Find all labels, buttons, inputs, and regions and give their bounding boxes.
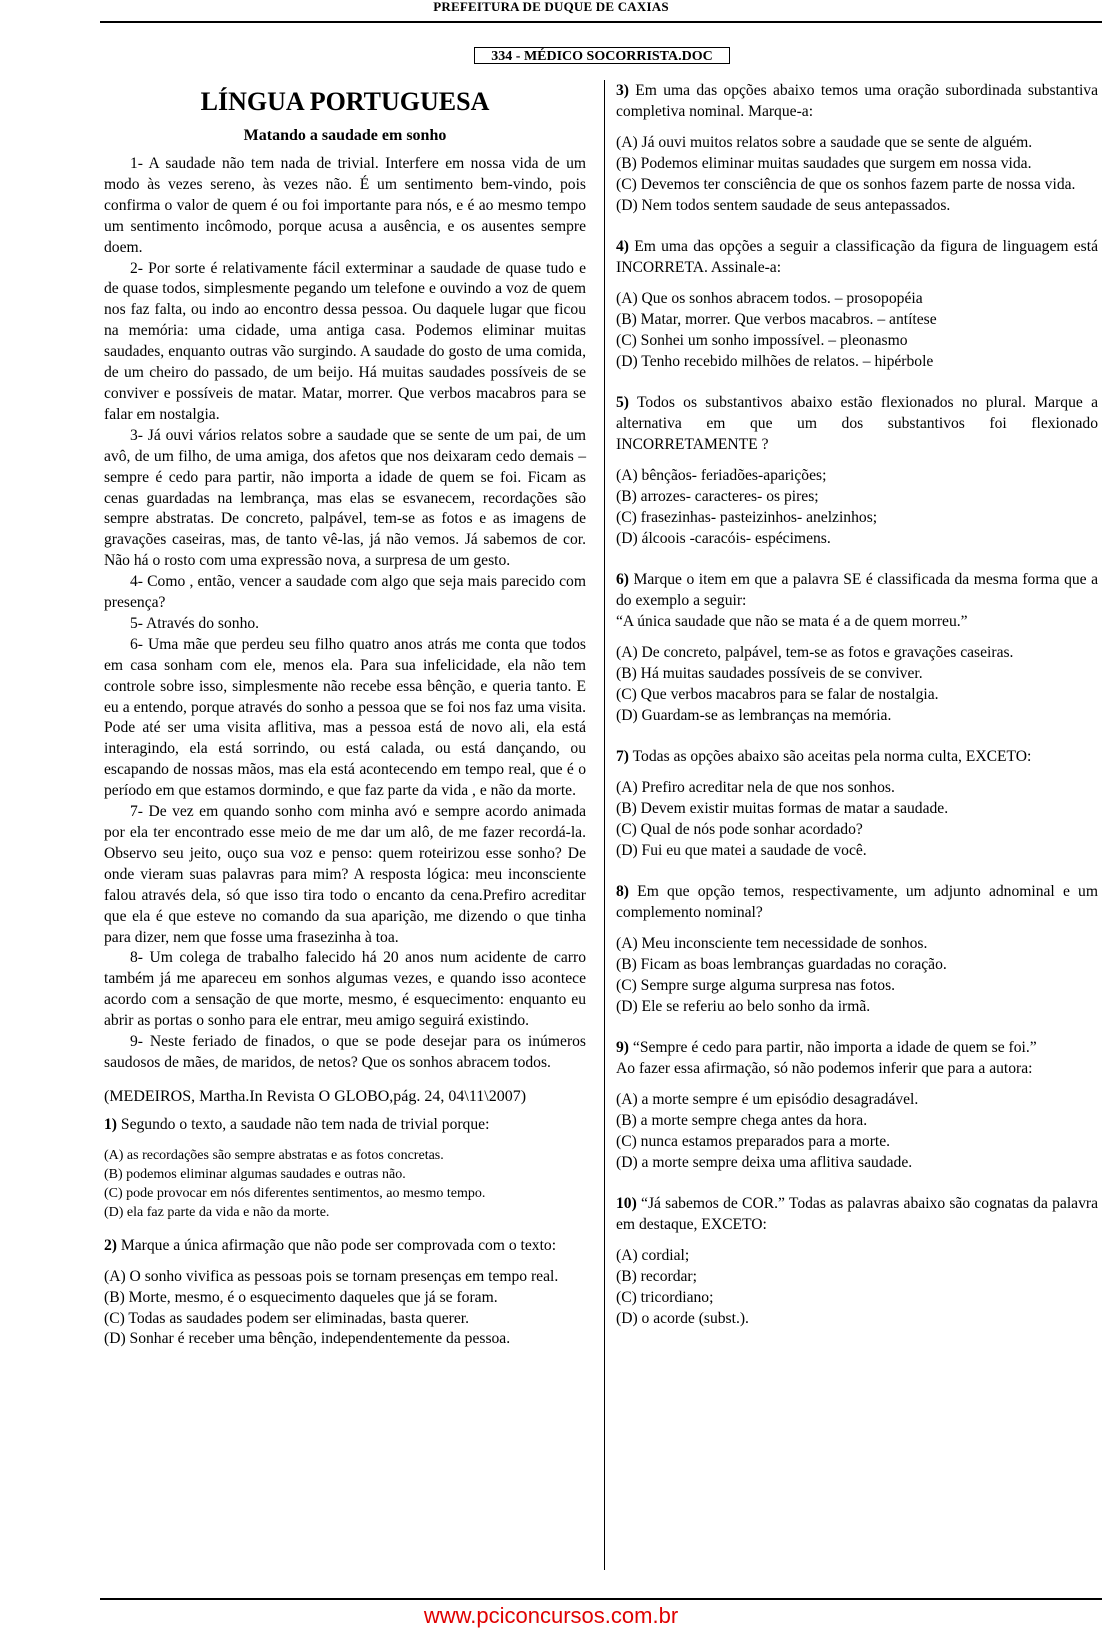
- option-a: (A) cordial;: [616, 1247, 690, 1264]
- option-list: [616, 642, 1098, 726]
- question-text: Segundo o texto, a saudade não tem nada de trivial porque:: [117, 1115, 490, 1133]
- question-number: 1): [104, 1115, 117, 1133]
- option-c: (C) nunca estamos preparados para a morte.: [616, 1133, 891, 1150]
- option-a: (A) Prefiro acreditar nela de que nos sonhos.: [616, 779, 895, 796]
- option-b: (B) podemos eliminar algumas saudades e outras não.: [104, 1166, 406, 1182]
- question-number: 8): [616, 883, 629, 900]
- question-number: 5): [616, 394, 629, 411]
- footer-url-link[interactable]: www.pciconcursos.com.br: [423, 1603, 679, 1628]
- option-a: (A) O sonho vivifica as pessoas pois se tornam presenças em tempo real.: [104, 1267, 559, 1285]
- option-c: (C) Todas as saudades podem ser eliminadas, basta querer.: [104, 1309, 469, 1327]
- story-title: Matando a saudade em sonho: [243, 127, 447, 144]
- option-d: (D) Ele se referiu ao belo sonho da irmã.: [616, 998, 871, 1015]
- question-9: [616, 1037, 1098, 1173]
- option-b: (B) a morte sempre chega antes da hora.: [616, 1112, 868, 1129]
- right-column: [616, 80, 1098, 1349]
- option-list: [104, 1146, 586, 1222]
- option-d: (D) Sonhar é receber uma bênção, independentemente da pessoa.: [104, 1330, 511, 1348]
- question-10: [616, 1193, 1098, 1329]
- option-c: (C) tricordiano;: [616, 1289, 714, 1306]
- option-d: (D) Nem todos sentem saudade de seus antepassados.: [616, 197, 951, 214]
- question-number: 7): [616, 748, 629, 765]
- question-number: 10): [616, 1195, 637, 1212]
- option-c: (C) Devemos ter consciência de que os sonhos fazem parte de nossa vida.: [616, 176, 1076, 193]
- document-id-box: 334 - MÉDICO SOCORRISTA.DOC: [474, 47, 730, 64]
- paragraph-3: 3- Já ouvi vários relatos sobre a saudade que se sente de um pai, de um avô, de um filho, de uma amiga, dos afetos que nos deixaram cedo demais – sempre é cedo para partir, não importa a idade de quem se foi. Ficam as cenas guardadas na lembrança, mas elas se esvanecem, recordações são sempre abstratas. De concreto, palpável, tem-se as fotos e as imagens de gravações caseiras, mas, de tanto vê-las, já não vemos. Já sabemos de cor. Não há o rosto com uma expressão nova, a surpresa de um gesto.: [104, 426, 586, 570]
- option-list: [616, 1245, 1098, 1329]
- page-header-title: PREFEITURA DE DUQUE DE CAXIAS: [433, 0, 669, 14]
- paragraph-7: 7- De vez em quando sonho com minha avó e sempre acordo animada por ela ter encontrado esse meio de me dar um alô, de me fazer recordá-la. Observo seu jeito, ouço sua voz e penso: quem roteirizou esse sonho? De onde vieram suas palavras para mim? A resposta lógica: meu inconsciente falou através dela, só que isso tira todo o encanto da cena.Prefiro acreditar que ela é que esteve no comando da sua aparição, me dizendo o que tinha para dizer, nem que fosse uma frasezinha à toa.: [104, 803, 586, 946]
- option-c: (C) Sempre surge alguma surpresa nas fotos.: [616, 977, 896, 994]
- option-b: (B) Ficam as boas lembranças guardadas no coração.: [616, 956, 947, 973]
- question-text: Em uma das opções abaixo temos uma oração subordinada substantiva completiva nominal. Marque-a:: [616, 82, 1098, 120]
- question-number: 9): [616, 1039, 629, 1056]
- option-list: [104, 1267, 586, 1351]
- paragraph-1: 1- A saudade não tem nada de trivial. Interfere em nossa vida de um modo às vezes sereno, às vezes não. É um sentimento bem-vindo, pois confirma o valor de quem é ou foi importante para nós, e é ao mesmo tempo um sentimento incômodo, porque acusa a ausência, e os ausentes sempre doem.: [104, 155, 586, 256]
- option-d: (D) Fui eu que matei a saudade de você.: [616, 842, 867, 859]
- question-4: [616, 236, 1098, 372]
- option-b: (B) Morte, mesmo, é o esquecimento daqueles que já se foram.: [104, 1288, 498, 1306]
- option-a: (A) Já ouvi muitos relatos sobre a saudade que se sente de alguém.: [616, 134, 1033, 151]
- option-list: [616, 288, 1098, 372]
- left-column: [104, 80, 586, 1350]
- option-d: (D) ela faz parte da vida e não da morte.: [104, 1204, 330, 1220]
- question-text: Em uma das opções a seguir a classificação da figura de linguagem está INCORRETA. Assinale-a:: [616, 238, 1098, 276]
- question-text: Em que opção temos, respectivamente, um adjunto adnominal e um complemento nominal?: [616, 883, 1098, 921]
- option-c: (C) Sonhei um sonho impossível. – pleonasmo: [616, 332, 908, 349]
- option-c: (C) frasezinhas- pasteizinhos- anelzinhos;: [616, 509, 878, 526]
- option-a: (A) a morte sempre é um episódio desagradável.: [616, 1091, 919, 1108]
- option-b: (B) Matar, morrer. Que verbos macabros. – antítese: [616, 311, 937, 328]
- option-b: (B) arrozes- caracteres- os pires;: [616, 488, 819, 505]
- option-d: (D) Guardam-se as lembranças na memória.: [616, 707, 892, 724]
- citation: (MEDEIROS, Martha.In Revista O GLOBO,pág. 24, 04\11\2007): [104, 1087, 527, 1105]
- option-d: (D) Tenho recebido milhões de relatos. – hipérbole: [616, 353, 934, 370]
- paragraph-6: 6- Uma mãe que perdeu seu filho quatro anos atrás me conta que todos em casa sonham com ele, menos ela. Para sua infelicidade, ela não tem controle sobre isso, simplesmente não recebe essa bênção, e queria tanto. E eu a entendo, porque através do sonho a pessoa que se foi nos faz uma visita. Pode até ser uma visita aflitiva, mas a pessoa está de novo ali, ela está interagindo, ela está sorrindo, ou está calada, ou está dançando, ou escapando de nossas mãos, mas ela está acontecendo em tempo real, que é o período em que estamos dormindo, e que faz parte da vida , e não da morte.: [104, 635, 586, 800]
- option-c: (C) Que verbos macabros para se falar de nostalgia.: [616, 686, 939, 703]
- section-title: LÍNGUA PORTUGUESA: [200, 87, 490, 116]
- paragraph-2: 2- Por sorte é relativamente fácil exterminar a saudade de quase tudo e de quase todos, simplesmente pegando um telefone e ouvindo a voz de quem nos faz falta, ou indo ao encontro dessa pessoa. Ou daquele lugar que ficou na memória: uma cidade, uma antiga casa. Podemos eliminar muitas saudades, enquanto outras vão surgindo. A saudade do gosto de uma comida, de um cheiro do passado, de um beijo. Há muitas saudades possíveis de se conviver e possíveis de matar. Matar, morrer. Que verbos macabros para se falar em nostalgia.: [104, 259, 586, 423]
- question-text: Marque a única afirmação que não pode ser comprovada com o texto:: [117, 1236, 557, 1254]
- paragraph-8: 8- Um colega de trabalho falecido há 20 anos num acidente de carro também já me apareceu em sonhos algumas vezes, e quando isso acontece acordo com a sensação de que morte, mesmo, é esquecimento: enquanto eu abrir as portas o sonho para ele entrar, meu amigo seguirá existindo.: [104, 949, 586, 1030]
- question-number: 2): [104, 1236, 117, 1254]
- option-b: (B) Devem existir muitas formas de matar a saudade.: [616, 800, 949, 817]
- question-5: [616, 392, 1098, 549]
- question-text: “Sempre é cedo para partir, não importa a idade de quem se foi.”: [629, 1039, 1037, 1056]
- option-a: (A) bênçãos- feriadões-aparições;: [616, 467, 827, 484]
- question-text: Todos os substantivos abaixo estão flexionados no plural. Marque a alternativa em que um dos substantivos foi flexionado INCORRETAMENTE ?: [616, 394, 1098, 453]
- option-list: [616, 777, 1098, 861]
- paragraph-9: 9- Neste feriado de finados, o que se pode desejar para os inúmeros saudosos de mães, de maridos, de netos? Que os sonhos abracem todos.: [104, 1033, 586, 1071]
- quoted-example: “A única saudade que não se mata é a de quem morreu.”: [616, 613, 968, 630]
- question-followup: Ao fazer essa afirmação, só não podemos inferir que para a autora:: [616, 1060, 1033, 1077]
- option-c: (C) pode provocar em nós diferentes sentimentos, ao mesmo tempo.: [104, 1185, 486, 1201]
- question-6: [616, 569, 1098, 726]
- question-number: 6): [616, 571, 629, 588]
- question-text: “Já sabemos de COR.” Todas as palavras abaixo são cognatas da palavra em destaque, EXCETO:: [616, 1195, 1098, 1233]
- column-divider: [604, 80, 605, 1570]
- option-a: (A) De concreto, palpável, tem-se as fotos e gravações caseiras.: [616, 644, 1014, 661]
- option-b: (B) Podemos eliminar muitas saudades que surgem em nossa vida.: [616, 155, 1032, 172]
- question-number: 4): [616, 238, 629, 255]
- option-list: [616, 465, 1098, 549]
- option-a: (A) as recordações são sempre abstratas e as fotos concretas.: [104, 1147, 444, 1163]
- option-c: (C) Qual de nós pode sonhar acordado?: [616, 821, 863, 838]
- option-list: [616, 933, 1098, 1017]
- option-d: (D) o acorde (subst.).: [616, 1310, 749, 1327]
- question-7: [616, 746, 1098, 861]
- question-2: [104, 1236, 586, 1351]
- question-1: [104, 1115, 586, 1222]
- paragraph-4: 4- Como , então, vencer a saudade com algo que seja mais parecido com presença?: [104, 573, 586, 612]
- option-d: (D) álcoois -caracóis- espécimens.: [616, 530, 831, 547]
- question-number: 3): [616, 82, 629, 99]
- header-rule: [100, 21, 1102, 23]
- question-text: Marque o item em que a palavra SE é classificada da mesma forma que a do exemplo a seguir:: [616, 571, 1098, 609]
- option-a: (A) Meu inconsciente tem necessidade de sonhos.: [616, 935, 928, 952]
- footer-rule: [100, 1598, 1102, 1600]
- option-b: (B) recordar;: [616, 1268, 697, 1285]
- question-3: [616, 80, 1098, 216]
- option-list: [616, 132, 1098, 216]
- question-text: Todas as opções abaixo são aceitas pela norma culta, EXCETO:: [629, 748, 1032, 765]
- option-b: (B) Há muitas saudades possíveis de se conviver.: [616, 665, 923, 682]
- option-list: [616, 1089, 1098, 1173]
- option-d: (D) a morte sempre deixa uma aflitiva saudade.: [616, 1154, 913, 1171]
- question-8: [616, 881, 1098, 1017]
- option-a: (A) Que os sonhos abracem todos. – prosopopéia: [616, 290, 923, 307]
- paragraph-5: 5- Através do sonho.: [130, 614, 260, 632]
